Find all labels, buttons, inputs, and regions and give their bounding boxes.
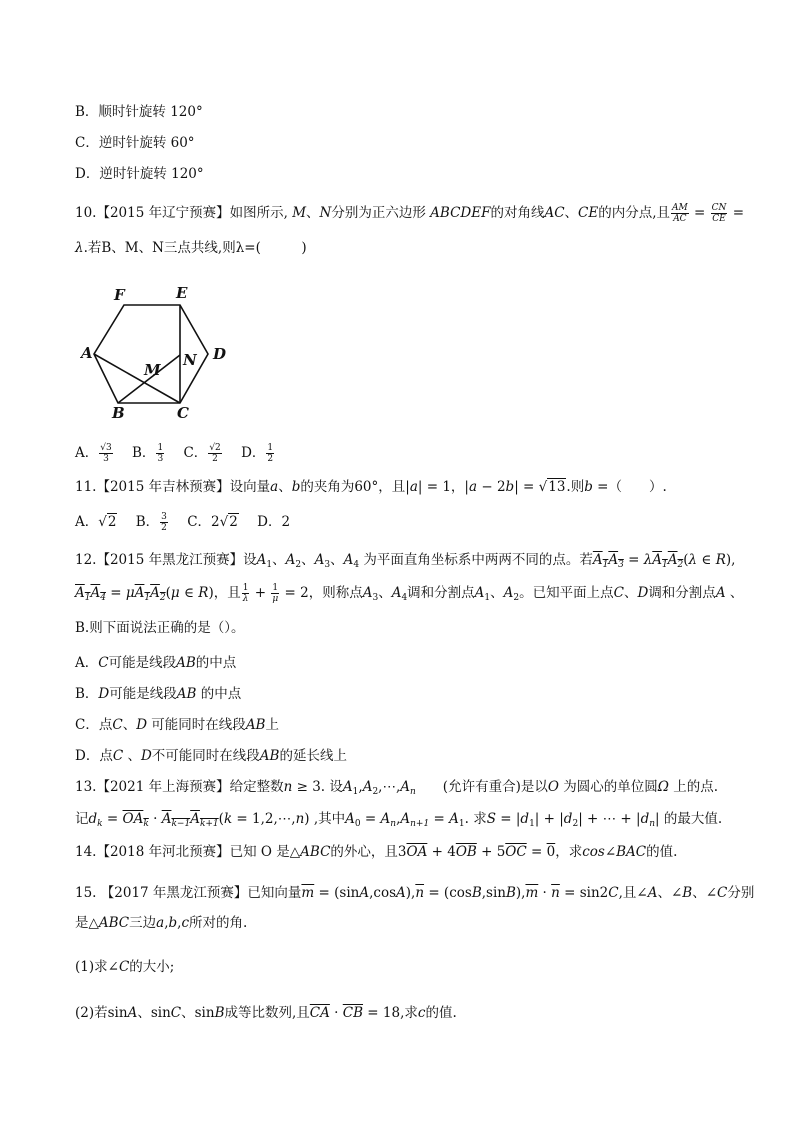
q12-option-a: A．C可能是线段AB的中点 [75, 655, 237, 671]
option-9b: B．顺时针旋转 120° [75, 104, 203, 120]
diagonal-ac [94, 354, 180, 403]
label-m: M [144, 361, 161, 379]
q12-line3: B.则下面说法正确的是（）。 [75, 620, 245, 636]
q15-line1: 15. 【2017 年黑龙江预赛】已知向量$\overline{m} = (\sin A,\cos A),\overline{n} = (\cos B,\sin B),\overline{m} \cdot \overline{n} = \sin 2C$,且∠A、∠B、∠C分别 [75, 885, 755, 901]
q12-line1: 12.【2015 年黑龙江预赛】设$A_1$、$A_2$、$A_3$、$A_4$ 为平面直角坐标系中两两不同的点。若$A_1A_3 = \lambda A_1A_2(\lambda$ ∈ R), [75, 552, 736, 570]
q11-text: 11.【2015 年吉林预赛】设向量a、b的夹角为60°，且|a| = 1，|a − 2b| = √13.则b =（ ）. [75, 479, 667, 495]
option-9c: C．逆时针旋转 60° [75, 135, 195, 151]
label-c: C [177, 404, 189, 420]
q12-option-d: D．点C 、D不可能同时在线段AB的延长线上 [75, 748, 347, 764]
q13-line1: 13.【2021 年上海预赛】给定整数n ≥ 3. 设$A_1,A_2,\cdots,A_n$ (允许有重合)是以O 为圆心的单位圆Ω 上的点. [75, 779, 719, 797]
label-n: N [183, 351, 197, 369]
q11-option-c: C．2√2 [187, 514, 238, 530]
q10-line2: λ.若B、M、N三点共线,则λ=( ) [75, 240, 307, 256]
q10-line2-text: 若B、M、N三点共线,则λ=( ) [87, 240, 307, 256]
q10-option-a: A． $\frac{√3}{3}$ [75, 443, 112, 464]
q13-line2: 记$d_k = OA_k \cdot A_{k-1}A_{k+1}(k$ = 1,2,⋯,n) ,其中$A_0 = A_n,A_{n+1} = A_1$. 求$S = |d_1| + |d_2|$ + ⋯ + $|d_n|$ 的最大值. [75, 811, 723, 829]
label-b: B [112, 404, 125, 420]
q10-option-c: C． $\frac{√2}{2}$ [183, 443, 221, 464]
q10-option-d: D． $\frac{1}{2}$ [241, 443, 274, 464]
label-a: A [81, 344, 93, 362]
label-f: F [114, 286, 125, 304]
label-e: E [176, 285, 188, 302]
q12-option-c: C．点C、D 可能同时在线段AB上 [75, 717, 279, 733]
hexagon-figure [80, 285, 230, 420]
q11-options [75, 512, 304, 533]
q15-part1: (1)求∠C的大小; [75, 959, 175, 975]
q11-option-b: B． $\frac{3}{2}$ [135, 512, 167, 533]
q11-option-d: D．2 [257, 514, 291, 530]
label-d: D [213, 345, 227, 363]
q10-mid1: 分别为正六边形 [331, 205, 426, 221]
q15-line2: 是△ABC三边a,b,c所对的角. [75, 915, 248, 931]
q10-mid2: 的对角线 [490, 205, 545, 221]
q12-line2: $A_1A_4 = \mu A_1A_2(\mu$ ∈ R)，且 $\frac{1}{\lambda}$ + $\frac{1}{\mu}$ = 2，则称点$A_3$、$A_4$调和分割点$A_1$、$A_2$。已知平面上点C、D调和分割点A 、 [75, 583, 744, 604]
q14-text: 14.【2018 年河北预赛】已知 O 是△ABC的外心，且$3\overline{OA} + 4\overline{OB} + 5\overline{OC} = 0$，求cos∠BAC的值. [75, 844, 678, 860]
option-9d: D．逆时针旋转 120° [75, 166, 204, 182]
q10-option-b: B． $\frac{1}{3}$ [132, 443, 164, 464]
q12-option-b: B．D可能是线段AB 的中点 [75, 686, 242, 702]
q10-mid3: 的内分点,且 [598, 205, 671, 221]
q10-prefix: 10.【2015 年辽宁预赛】如图所示, [75, 205, 288, 221]
q11-option-a: A．√2 [75, 514, 117, 530]
q15-part2: (2)若sinA、sinC、sinB成等比数列,且$\overline{CA} \cdot \overline{CB} = 18$,求c的值. [75, 1005, 457, 1021]
q10-line1: 10.【2015 年辽宁预赛】如图所示, M、N分别为正六边形 ABCDEF的对角线AC、CE的内分点,且 $\frac{AM}{AC}$ = $\frac{CN}{CE}$ = [75, 203, 745, 224]
q10-options [75, 443, 289, 464]
